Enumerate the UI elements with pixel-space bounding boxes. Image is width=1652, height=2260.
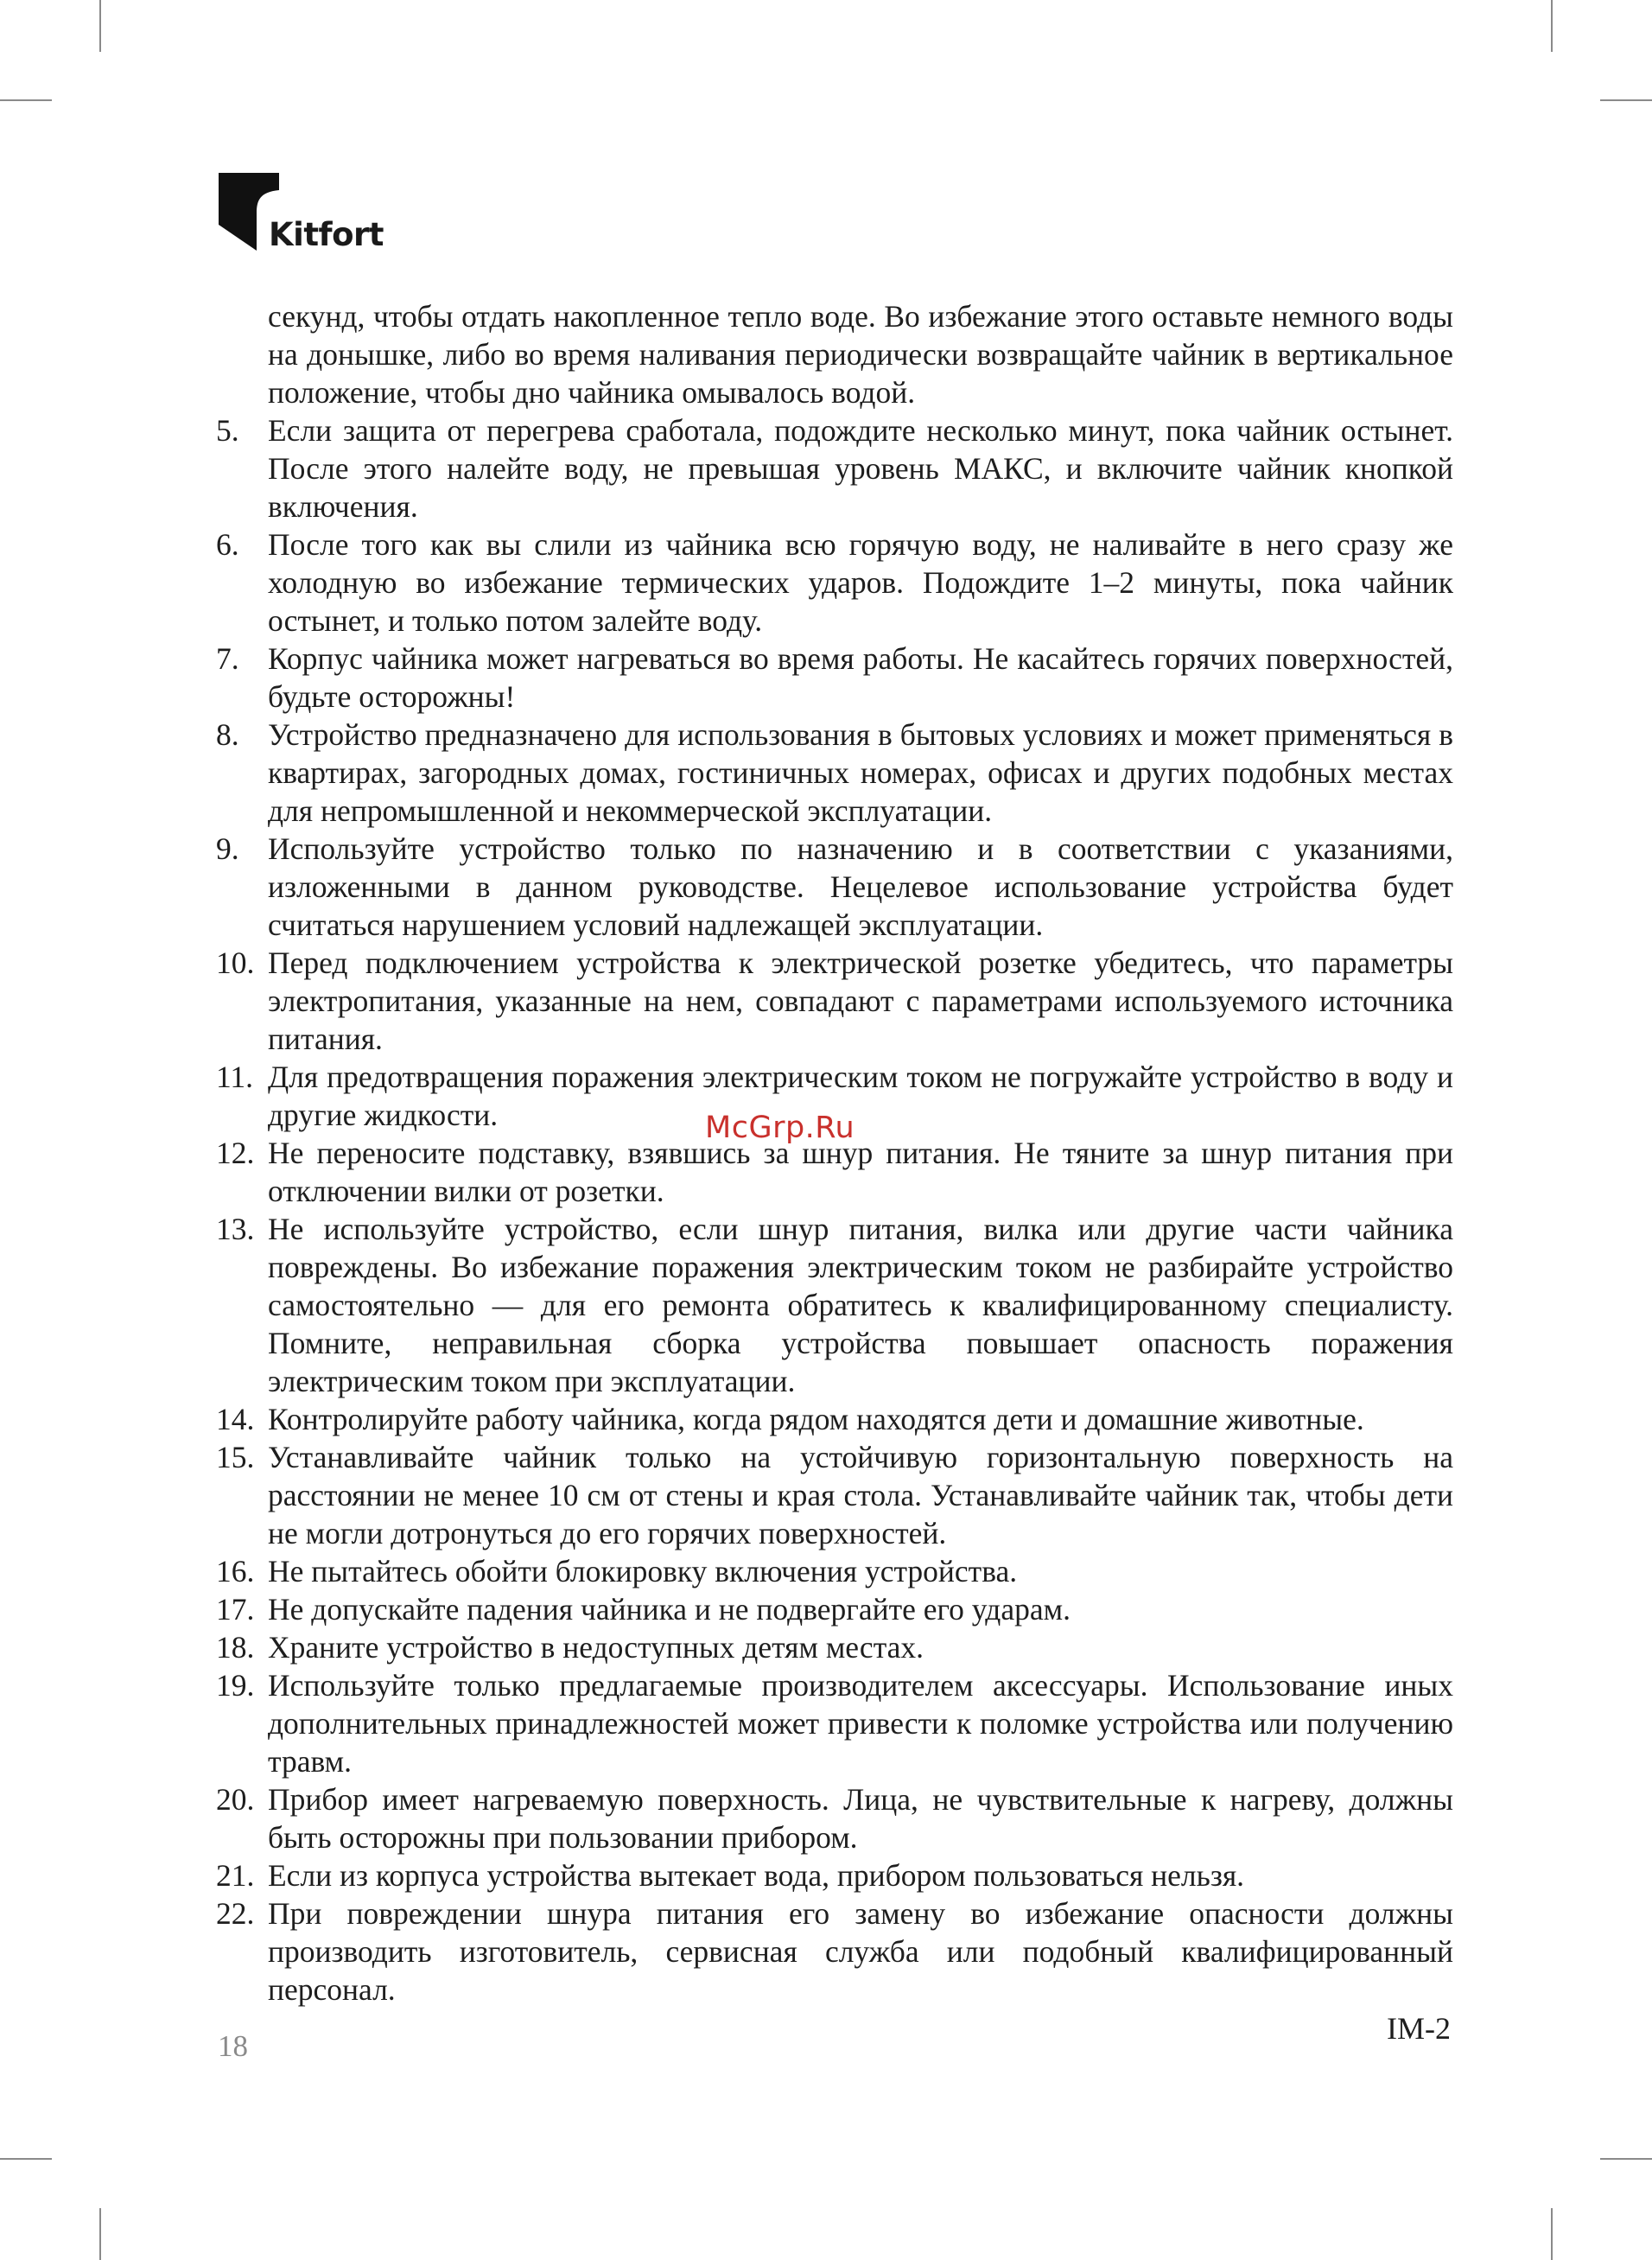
- brand-logo: [219, 173, 391, 259]
- crop-mark-bottom-left: [99, 2208, 101, 2260]
- brand-name: Kitfort: [269, 216, 384, 253]
- list-item-number: 21.: [216, 1858, 255, 1893]
- page-number: 18: [218, 2029, 248, 2063]
- list-item-number: 11.: [216, 1060, 254, 1094]
- list-item-text: Не пытайтесь обойти блокировку включения устройства.: [268, 1554, 1018, 1588]
- list-item-number: 18.: [216, 1630, 255, 1665]
- list-item: [216, 1856, 1453, 1894]
- crop-mark-bottom-right: [1551, 2208, 1553, 2260]
- intro-paragraph: секунд, чтобы отдать накопленное тепло воде. Во избежание этого оставьте немного воды на донышке, либо во время наливания периодически возвращайте чайник в вертикальное положение, чтобы дно чайника омывалось водой.: [268, 299, 1453, 410]
- list-item: [216, 1628, 1453, 1666]
- list-item: [216, 1134, 1453, 1210]
- list-item-text: Устройство предназначено для использования в бытовых условиях и может применяться в квартирах, загородных домах, гостиничных номерах, офисах и других подобных местах для непромышленной и некоммерческой эксплуатации.: [268, 717, 1453, 828]
- list-item-number: 22.: [216, 1896, 255, 1931]
- list-item-number: 17.: [216, 1592, 255, 1627]
- list-item-number: 6.: [216, 527, 239, 562]
- model-code: IM-2: [1387, 2011, 1451, 2046]
- list-item: [216, 1400, 1453, 1438]
- list-item: [216, 944, 1453, 1058]
- list-item-text: Если из корпуса устройства вытекает вода, прибором пользоваться нельзя.: [268, 1858, 1245, 1893]
- list-item-text: Прибор имеет нагреваемую поверхность. Лица, не чувствительные к нагреву, должны быть осторожны при пользовании прибором.: [268, 1782, 1453, 1855]
- list-item: [216, 830, 1453, 944]
- list-item-number: 9.: [216, 831, 239, 866]
- list-item-number: 20.: [216, 1782, 255, 1817]
- list-item-text: Не используйте устройство, если шнур питания, вилка или другие части чайника повреждены. Во избежание поражения электрическим током не разбирайте устройство самостоятельно — для его ремонта обратитесь к квалифицированному специалисту. Помните, неправильная сборка устройства повышает опасность поражения электрическим током при эксплуатации.: [268, 1212, 1453, 1398]
- list-item: [216, 1210, 1453, 1400]
- list-item: [216, 1780, 1453, 1856]
- list-item-text: Устанавливайте чайник только на устойчивую горизонтальную поверхность на расстоянии не менее 10 см от стены и края стола. Устанавливайте чайник так, чтобы дети не могли дотронуться до его горячих поверхностей.: [268, 1440, 1453, 1550]
- list-item-number: 14.: [216, 1402, 255, 1436]
- list-item-number: 12.: [216, 1136, 255, 1170]
- list-item-text: Используйте только предлагаемые производителем аксессуары. Использование иных дополнительных принадлежностей может привести к поломке устройства или получению травм.: [268, 1668, 1453, 1779]
- list-item-text: Не допускайте падения чайника и не подвергайте его ударам.: [268, 1592, 1071, 1627]
- list-item-number: 10.: [216, 945, 255, 980]
- list-item-text: Если защита от перегрева сработала, подождите несколько минут, пока чайник остынет. После этого налейте воду, не превышая уровень МАКС, и включите чайник кнопкой включения.: [268, 413, 1453, 524]
- list-item: [216, 640, 1453, 716]
- list-item: [216, 1590, 1453, 1628]
- crop-mark-top-left-horizontal: [0, 99, 52, 101]
- list-item: [216, 1894, 1453, 2009]
- list-item-text: Корпус чайника может нагреваться во время работы. Не касайтесь горячих поверхностей, будьте осторожны!: [268, 641, 1453, 714]
- crop-mark-top-right-horizontal: [1600, 99, 1652, 101]
- list-item-number: 5.: [216, 413, 239, 448]
- list-item-text: Контролируйте работу чайника, когда рядом находятся дети и домашние животные.: [268, 1402, 1364, 1436]
- list-item: [216, 1666, 1453, 1780]
- crop-mark-top-right: [1551, 0, 1553, 52]
- list-item-number: 13.: [216, 1212, 255, 1246]
- list-item-text: Храните устройство в недоступных детям местах.: [268, 1630, 924, 1665]
- crop-mark-bottom-right-horizontal: [1600, 2158, 1652, 2160]
- list-item-text: Используйте устройство только по назначению и в соответствии с указаниями, изложенными в данном руководстве. Нецелевое использование устройства будет считаться нарушением условий надлежащей эксплуатации.: [268, 831, 1453, 942]
- list-item: [216, 1438, 1453, 1552]
- list-item-number: 16.: [216, 1554, 255, 1588]
- list-item: [216, 525, 1453, 640]
- list-item-text: Перед подключением устройства к электрической розетке убедитесь, что параметры электропитания, указанные на нем, совпадают с параметрами используемого источника питания.: [268, 945, 1453, 1056]
- safety-instructions-list: [216, 411, 1453, 2009]
- list-item: [216, 1552, 1453, 1590]
- list-item-number: 7.: [216, 641, 239, 676]
- list-item-text: Для предотвращения поражения электрическим током не погружайте устройство в воду и другие жидкости.: [268, 1060, 1453, 1132]
- list-item-number: 19.: [216, 1668, 255, 1703]
- list-item-text: Не переносите подставку, взявшись за шнур питания. Не тяните за шнур питания при отключении вилки от розетки.: [268, 1136, 1453, 1208]
- list-item-number: 15.: [216, 1440, 255, 1474]
- watermark: McGrp.Ru: [705, 1111, 855, 1145]
- list-item-text: При повреждении шнура питания его замену во избежание опасности должны производить изготовитель, сервисная служба или подобный квалифицированный персонал.: [268, 1896, 1453, 2007]
- list-item: [216, 411, 1453, 525]
- crop-mark-bottom-left-horizontal: [0, 2158, 52, 2160]
- list-item-text: После того как вы слили из чайника всю горячую воду, не наливайте в него сразу же холодную во избежание термических ударов. Подождите 1–2 минуты, пока чайник остынет, и только потом залейте воду.: [268, 527, 1453, 638]
- crop-mark-top-left: [99, 0, 101, 52]
- instructions-section: [216, 297, 1453, 2009]
- list-item: [216, 716, 1453, 830]
- list-item-number: 8.: [216, 717, 239, 752]
